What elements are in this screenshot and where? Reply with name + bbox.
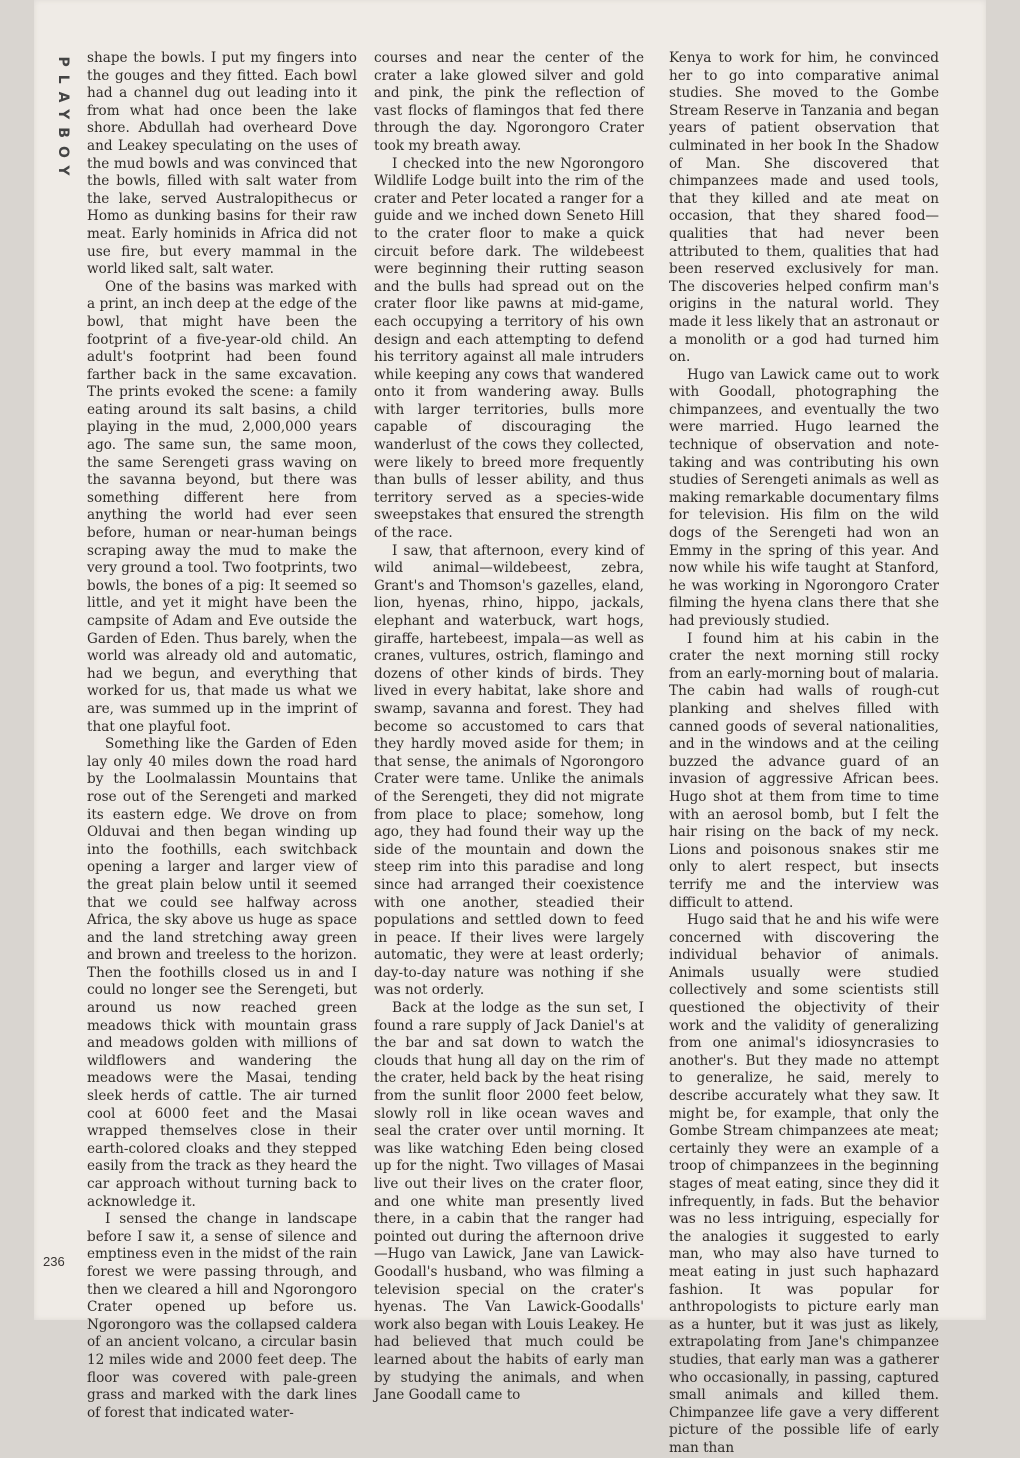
paragraph: Back at the lodge as the sun set, I found a rare supply of Jack Daniel's at the bar and sat down to watch the clouds that hung all day on the rim of the crater, held back by the heat rising from the sunlit floor 2000 feet below, slowly roll in like ocean waves and seal the crater over until morning. It was like watching Eden being closed up for the night. Two villages of Masai live out their lives on the crater floor, and one white man presently lived there, in a cabin that the ranger had pointed out during the afternoon drive—Hugo van Lawick, Jane van Lawick-Goodall's husband, who was filming a television special on the crater's hyenas. The Van Lawick-Goodalls' work also began with Louis Leakey. He had believed that much could be learned about the habits of early man by studying the animals, and when Jane Goodall came to: [374, 1000, 644, 1404]
paragraph: Kenya to work for him, he convinced her to go into comparative animal studies. She moved to the Gombe Stream Reserve in Tanzania and began years of patient observation that culminated in her book In the Shadow of Man. She discovered that chimpanzees made and used tools, that they killed and ate meat on occasion, that they shared food—qualities that had never been attributed to them, qualities that had been reserved exclusively for man. The discoveries helped confirm man's origins in the natural world. They made it less likely that an astronaut or a monolith or a god had turned him on.: [669, 50, 939, 366]
paragraph: I saw, that afternoon, every kind of wild animal—wildebeest, zebra, Grant's and Thomson's gazelles, eland, lion, hyenas, rhino, hippo, jackals, elephant and waterbuck, wart hogs, giraffe, hartebeest, impala—as well as cranes, vultures, ostrich, flamingo and dozens of other kinds of birds. They lived in every habitat, lake shore and swamp, savanna and forest. They had become so accustomed to cars that they hardly moved aside for them; in that sense, the animals of Ngorongoro Crater were tame. Unlike the animals of the Serengeti, they did not migrate from place to place; somehow, long ago, they had found their way up the side of the mountain and down the steep rim into this paradise and long since had arranged their coexistence with one another, steadied their populations and settled down to feed in peace. If their lives were largely automatic, they were at least orderly; day-to-day nature was nothing if she was not orderly.: [374, 542, 644, 999]
text-column-2: [374, 50, 644, 1405]
masthead-text: PLAYBOY: [55, 56, 71, 184]
paragraph: shape the bowls. I put my fingers into the gouges and they fitted. Each bowl had a channel dug out leading into it from what had once been the lake shore. Abdullah had overheard Dove and Leakey speculating on the uses of the mud bowls and was convinced that the bowls, filled with salt water from the lake, served Australopithecus or Homo as dunking basins for their raw meat. Early hominids in Africa did not use fire, but every mammal in the world liked salt, salt water.: [87, 50, 357, 278]
magazine-masthead: [48, 40, 78, 200]
text-column-1: [87, 50, 357, 1422]
paragraph: One of the basins was marked with a print, an inch deep at the edge of the bowl, that might have been the footprint of a five-year-old child. An adult's footprint had been found farther back in the same excavation. The prints evoked the scene: a family eating around its salt basins, a child playing in the mud, 2,000,000 years ago. The same sun, the same moon, the same Serengeti grass waving on the savanna beyond, but there was something different here from anything the world had ever seen before, human or near-human beings scraping away the mud to make the very ground a tool. Two footprints, two bowls, the bones of a pig: It seemed so little, and yet it might have been the campsite of Adam and Eve outside the Garden of Eden. Thus barely, when the world was already old and automatic, had we begun, and everything that worked for us, that made us what we are, was summed up in the imprint of that one playful foot.: [87, 278, 357, 735]
paragraph: I sensed the change in landscape before I saw it, a sense of silence and emptiness even in the midst of the rain forest we were passing through, and then we cleared a hill and Ngorongoro Crater opened up before us. Ngorongoro was the collapsed caldera of an ancient volcano, a circular basin 12 miles wide and 2000 feet deep. The floor was covered with pale-green grass and marked with the dark lines of forest that indicated water-: [87, 1211, 357, 1421]
paragraph: I checked into the new Ngorongoro Wildlife Lodge built into the rim of the crater and Peter located a ranger for a guide and we inched down Seneto Hill to the crater floor to make a quick circuit before dark. The wildebeest were beginning their rutting season and the bulls had spread out on the crater floor like pawns at mid-game, each occupying a territory of his own design and each attempting to defend his territory against all male intruders while keeping any cows that wandered onto it from wandering away. Bulls with larger territories, bulls more capable of discouraging the wanderlust of the cows they collected, were likely to breed more frequently than bulls of lesser ability, and thus territory served as a species-wide sweepstakes that ensured the strength of the race.: [374, 155, 644, 542]
paragraph: courses and near the center of the crater a lake glowed silver and gold and pink, the pink the reflection of vast flocks of flamingos that fed there through the day. Ngorongoro Crater took my breath away.: [374, 50, 644, 154]
paragraph: Something like the Garden of Eden lay only 40 miles down the road hard by the Loolmalassin Mountains that rose out of the Serengeti and marked its eastern edge. We drove on from Olduvai and then began winding up into the foothills, each switchback opening a larger and larger view of the great plain below until it seemed that we could see halfway across Africa, the sky above us huge as space and the land stretching away green and brown and treeless to the horizon. Then the foothills closed us in and I could no longer see the Serengeti, but around us now reached green meadows thick with mountain grass and meadows golden with millions of wildflowers and wandering the meadows were the Masai, tending sleek herds of cattle. The air turned cool at 6000 feet and the Masai wrapped themselves close in their earth-colored cloaks and they stepped easily from the track as they heard the car approach without turning back to acknowledge it.: [87, 736, 357, 1210]
paragraph: Hugo van Lawick came out to work with Goodall, photographing the chimpanzees, and eventually the two were married. Hugo learned the technique of observation and note-taking and was contributing his own studies of Serengeti animals as well as making remarkable documentary films for television. His film on the wild dogs of the Serengeti had won an Emmy in the spring of this year. And now while his wife taught at Stanford, he was working in Ngorongoro Crater filming the hyena clans there that she had previously studied.: [669, 366, 939, 629]
text-column-3: [669, 50, 939, 1458]
page-number: 236: [43, 1254, 65, 1269]
paragraph: Hugo said that he and his wife were concerned with discovering the individual behavior of animals. Animals usually were studied collectively and some scientists still questioned the objectivity of their work and the validity of generalizing from one animal's idiosyncrasies to another's. But they made no attempt to generalize, he said, merely to describe accurately what they saw. It might be, for example, that only the Gombe Stream chimpanzees ate meat; certainly they were an example of a troop of chimpanzees in the beginning stages of meat eating, since they did it infrequently, in fads. But the behavior was no less intriguing, especially for the analogies it suggested to early man, who may also have turned to meat eating in just such haphazard fashion. It was popular for anthropologists to picture early man as a hunter, but it was just as likely, extrapolating from Jane's chimpanzee studies, that early man was a gatherer who occasionally, in passing, captured small animals and killed them. Chimpanzee life gave a very different picture of the possible life of early man than: [669, 912, 939, 1456]
paragraph: I found him at his cabin in the crater the next morning still rocky from an early-morning bout of malaria. The cabin had walls of rough-cut planking and shelves filled with canned goods of several nationalities, and in the windows and at the ceiling buzzed the advance guard of an invasion of aggressive African bees. Hugo shot at them from time to time with an aerosol bomb, but I felt the hair rising on the back of my neck. Lions and poisonous snakes stir me only to alert respect, but insects terrify me and the interview was difficult to attend.: [669, 630, 939, 911]
